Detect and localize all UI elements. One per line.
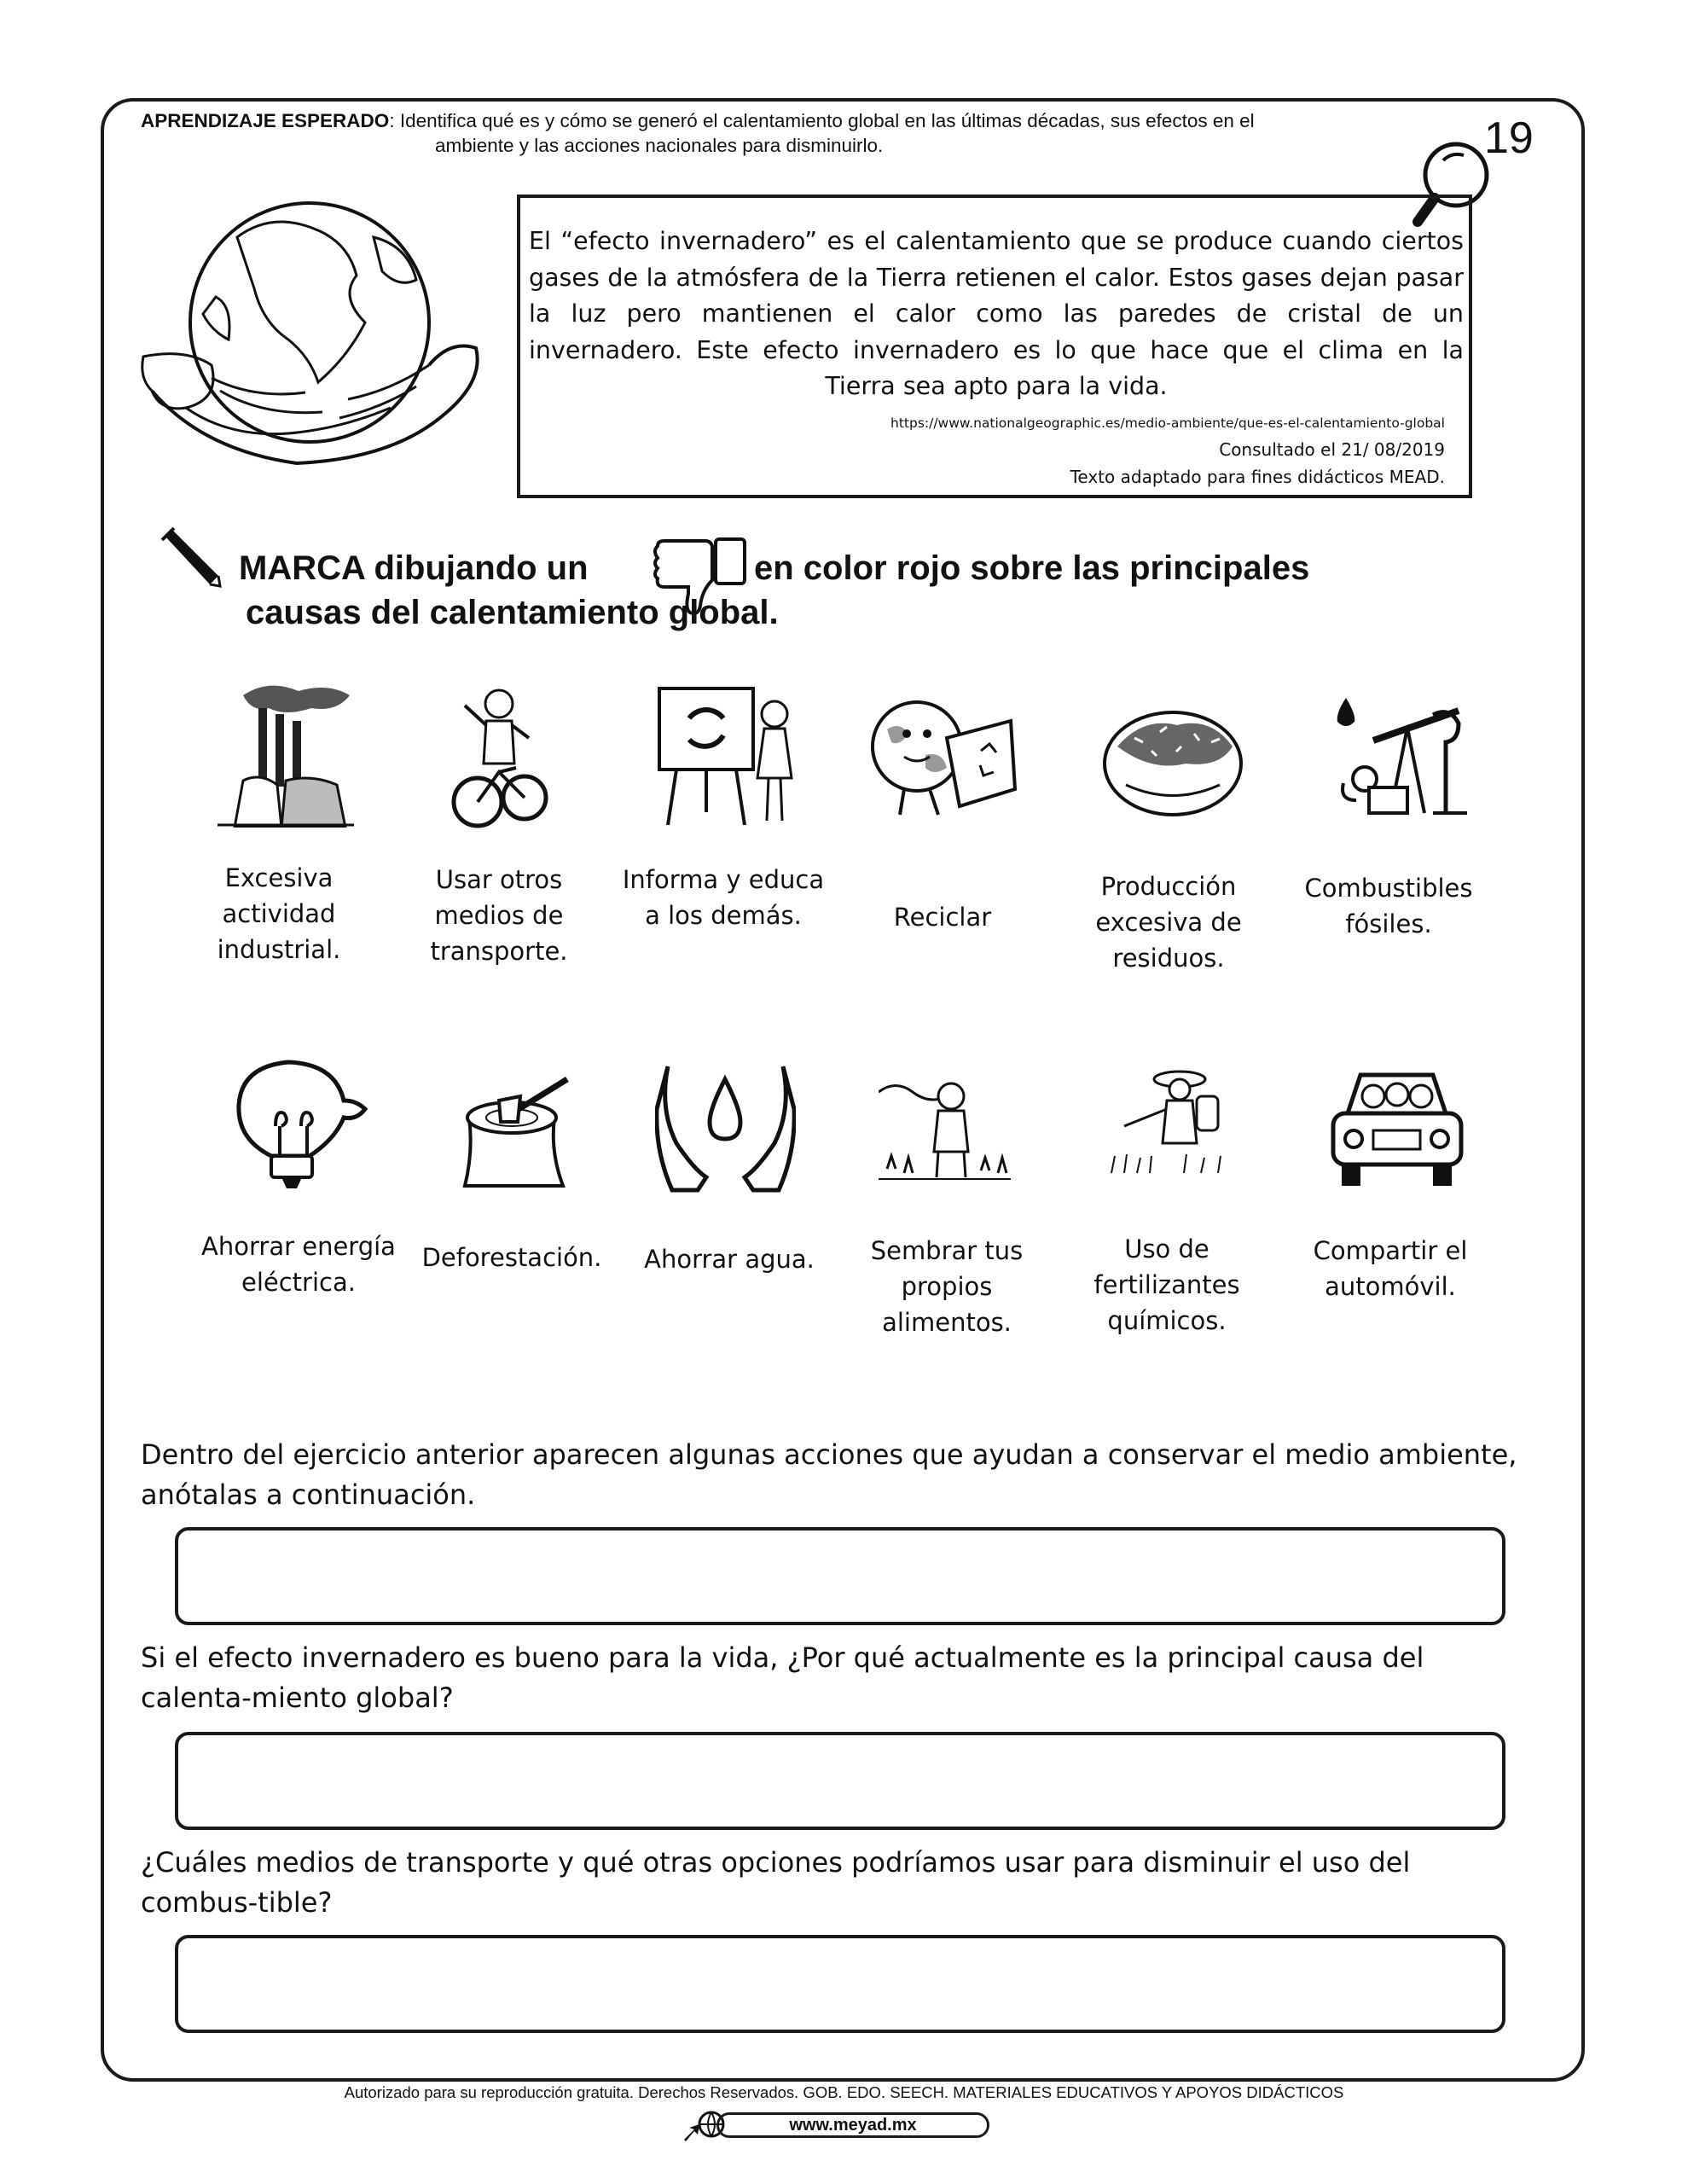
caption-informa-y-educa: Informa y educa a los demás.: [622, 865, 825, 930]
greenhouse-info-box: [517, 195, 1472, 498]
caption-excesiva-actividad-industrial: Excesiva actividad industrial.: [217, 863, 341, 964]
caption-ahorrar-energia-electrica: Ahorrar energía eléctrica.: [201, 1232, 396, 1297]
learning-line-1: Identifica qué es y cómo se generó el calentamiento global en las últimas décadas, sus efectos en el: [399, 110, 1255, 131]
info-paragraph: El “efecto invernadero” es el calentamiento que se produce cuando ciertos gases de la atmósfera de la Tierra retienen el calor. Estos gases dejan pasar la luz pero mantienen el calor como las paredes de cristal de un invernadero. Este efecto invernadero es lo que hace que el clima en la Tierra sea apto para la vida.: [529, 227, 1464, 400]
info-adapted-note: Texto adaptado para fines didácticos MEAD.: [1070, 467, 1445, 487]
answer-box-1[interactable]: [175, 1527, 1505, 1625]
answer-box-2[interactable]: [175, 1732, 1505, 1830]
caption-sembrar-tus-propios-alimentos: Sembrar tus propios alimentos.: [870, 1236, 1024, 1337]
fumigator-icon: [1107, 1062, 1235, 1182]
caption-deforestacion: Deforestación.: [421, 1243, 602, 1272]
tree-stump-axe-icon: [448, 1075, 576, 1190]
info-consulted-date: Consultado el 21/ 08/2019: [1219, 439, 1445, 460]
learning-line-2: ambiente y las acciones nacionales para disminuirlo.: [435, 135, 884, 156]
shared-car-icon: [1326, 1066, 1467, 1194]
oil-pump-icon: [1322, 689, 1471, 817]
learning-label: APRENDIZAJE ESPERADO: [141, 110, 390, 131]
question-3: ¿Cuáles medios de transporte y qué otras opciones podríamos usar para disminuir el uso del combus-tible?: [141, 1846, 1411, 1919]
bicycle-icon: [448, 687, 550, 832]
instruction-part-2: en color rojo sobre las principales: [754, 549, 1310, 587]
globe-hands-icon: [135, 195, 493, 476]
caption-uso-de-fertilizantes-quimicos: Uso de fertilizantes químicos.: [1093, 1234, 1240, 1335]
factory-icon: [218, 678, 354, 828]
footer-url-link[interactable]: www.meyad.mx: [716, 2112, 989, 2138]
caption-reciclar: Reciclar: [893, 903, 992, 932]
hands-water-drop-icon: [655, 1058, 796, 1194]
caption-usar-otros-medios-de-transporte: Usar otros medios de transporte.: [430, 865, 568, 966]
pencil-icon: [159, 525, 223, 590]
recycle-earth-icon: [866, 695, 1019, 819]
instruction-line-2: causas del calentamiento global.: [246, 594, 779, 631]
info-source: https://www.nationalgeographic.es/medio-ambiente/que-es-el-calentamiento-global: [890, 415, 1445, 431]
question-1: Dentro del ejercicio anterior aparecen algunas acciones que ayudan a conservar el medio ambiente, anótalas a continuación.: [141, 1438, 1517, 1511]
question-2: Si el efecto invernadero es bueno para la vida, ¿Por qué actualmente es la principal causa del calenta-miento global?: [141, 1641, 1424, 1714]
instruction-part-1: MARCA dibujando un: [239, 549, 589, 587]
answer-box-3[interactable]: [175, 1935, 1505, 2033]
caption-combustibles-fosiles: Combustibles fósiles.: [1304, 874, 1473, 938]
learning-objective: APRENDIZAJE ESPERADO: Identifica qué es y cómo se generó el calentamiento global en las últimas décadas, sus efectos en el ambiente y las acciones nacionales para disminuirlo.: [141, 108, 1471, 158]
caption-ahorrar-agua: Ahorrar agua.: [644, 1245, 815, 1274]
lightbulb-piggy-icon: [229, 1054, 369, 1190]
garbage-earth-icon: [1100, 700, 1245, 819]
caption-produccion-excesiva-de-residuos: Producción excesiva de residuos.: [1095, 872, 1242, 973]
caption-compartir-el-automovil: Compartir el automóvil.: [1313, 1236, 1468, 1301]
page-number: 19: [1484, 113, 1534, 163]
farmer-planting-icon: [879, 1075, 1011, 1186]
footer-rights: Autorizado para su reproducción gratuita. Derechos Reservados. GOB. EDO. SEECH. MATERIALES EDUCATIVOS Y APOYOS DIDÁCTICOS: [344, 2083, 1344, 2101]
teacher-board-icon: [651, 684, 796, 825]
